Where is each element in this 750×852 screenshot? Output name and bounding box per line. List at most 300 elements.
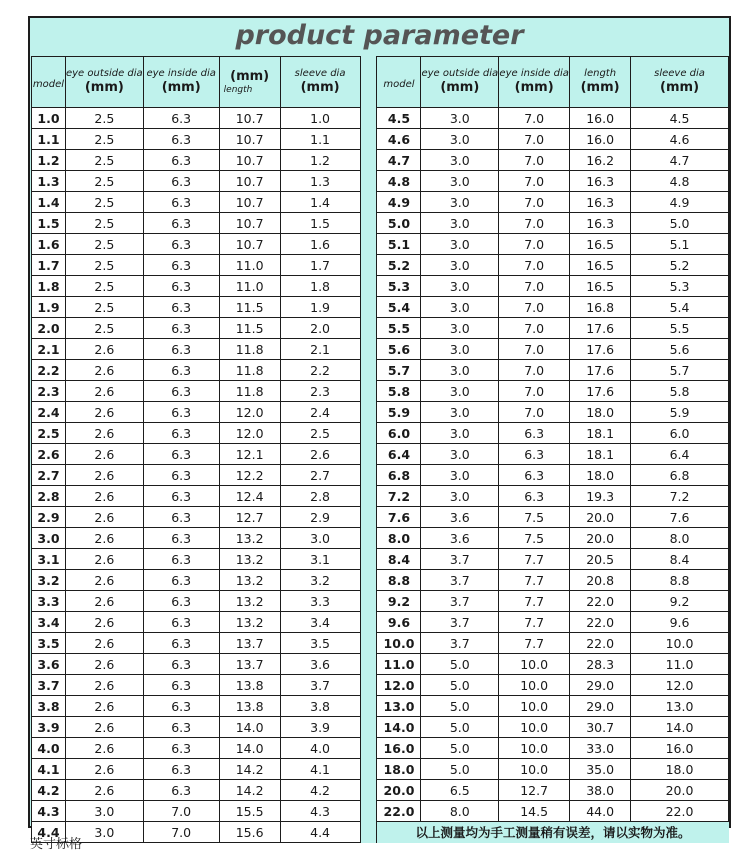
value-cell: 6.3 xyxy=(143,465,219,486)
value-cell: 20.0 xyxy=(631,780,729,801)
value-cell: 6.3 xyxy=(143,528,219,549)
column-separator xyxy=(360,381,377,402)
value-cell: 4.4 xyxy=(280,822,360,843)
value-cell: 1.2 xyxy=(280,150,360,171)
value-cell: 11.5 xyxy=(219,297,280,318)
column-separator xyxy=(360,444,377,465)
model-cell: 5.1 xyxy=(377,234,421,255)
value-cell: 5.1 xyxy=(631,234,729,255)
value-cell: 6.3 xyxy=(143,633,219,654)
value-cell: 6.3 xyxy=(143,129,219,150)
value-cell: 38.0 xyxy=(570,780,631,801)
model-cell: 4.9 xyxy=(377,192,421,213)
value-cell: 5.3 xyxy=(631,276,729,297)
model-cell: 2.0 xyxy=(32,318,66,339)
value-cell: 6.3 xyxy=(143,213,219,234)
value-cell: 4.8 xyxy=(631,171,729,192)
column-separator xyxy=(360,150,377,171)
column-separator xyxy=(360,276,377,297)
column-separator xyxy=(360,213,377,234)
value-cell: 7.0 xyxy=(499,171,570,192)
value-cell: 2.5 xyxy=(65,297,143,318)
value-cell: 3.0 xyxy=(421,339,499,360)
header-model-right: model xyxy=(377,57,421,108)
value-cell: 3.4 xyxy=(280,612,360,633)
value-cell: 1.3 xyxy=(280,171,360,192)
value-cell: 20.0 xyxy=(570,528,631,549)
table-row xyxy=(32,402,729,423)
value-cell: 2.0 xyxy=(280,318,360,339)
value-cell: 6.3 xyxy=(143,423,219,444)
value-cell: 11.0 xyxy=(631,654,729,675)
value-cell: 10.7 xyxy=(219,108,280,129)
value-cell: 6.3 xyxy=(143,192,219,213)
model-cell: 5.7 xyxy=(377,360,421,381)
value-cell: 7.0 xyxy=(499,297,570,318)
column-separator xyxy=(360,108,377,129)
model-cell: 7.2 xyxy=(377,486,421,507)
value-cell: 6.3 xyxy=(143,171,219,192)
value-cell: 6.5 xyxy=(421,780,499,801)
model-cell: 5.2 xyxy=(377,255,421,276)
value-cell: 17.6 xyxy=(570,318,631,339)
value-cell: 13.2 xyxy=(219,570,280,591)
value-cell: 5.9 xyxy=(631,402,729,423)
value-cell: 2.5 xyxy=(65,276,143,297)
value-cell: 10.7 xyxy=(219,234,280,255)
column-separator xyxy=(360,633,377,654)
header-model: model xyxy=(32,57,66,108)
value-cell: 14.0 xyxy=(631,717,729,738)
column-separator xyxy=(360,696,377,717)
model-cell: 3.3 xyxy=(32,591,66,612)
value-cell: 3.6 xyxy=(421,528,499,549)
column-separator xyxy=(360,234,377,255)
header-eye-outside: eye outside dia (mm) xyxy=(65,57,143,108)
value-cell: 5.2 xyxy=(631,255,729,276)
value-cell: 10.7 xyxy=(219,150,280,171)
value-cell: 2.5 xyxy=(65,213,143,234)
value-cell: 3.0 xyxy=(421,129,499,150)
value-cell: 5.0 xyxy=(421,675,499,696)
value-cell: 3.3 xyxy=(280,591,360,612)
value-cell: 2.6 xyxy=(65,549,143,570)
value-cell: 2.5 xyxy=(65,234,143,255)
value-cell: 8.8 xyxy=(631,570,729,591)
table-title: product parameter xyxy=(235,20,524,51)
value-cell: 15.6 xyxy=(219,822,280,843)
value-cell: 2.3 xyxy=(280,381,360,402)
value-cell: 6.3 xyxy=(143,696,219,717)
table-row xyxy=(32,171,729,192)
value-cell: 2.6 xyxy=(65,423,143,444)
value-cell: 5.8 xyxy=(631,381,729,402)
value-cell: 3.1 xyxy=(280,549,360,570)
table-row xyxy=(32,360,729,381)
value-cell: 2.4 xyxy=(280,402,360,423)
column-separator xyxy=(360,780,377,801)
model-cell: 1.8 xyxy=(32,276,66,297)
value-cell: 20.8 xyxy=(570,570,631,591)
value-cell: 10.7 xyxy=(219,129,280,150)
column-separator xyxy=(360,318,377,339)
model-cell: 14.0 xyxy=(377,717,421,738)
value-cell: 7.0 xyxy=(499,213,570,234)
value-cell: 3.0 xyxy=(421,486,499,507)
value-cell: 7.0 xyxy=(499,255,570,276)
table-row xyxy=(32,255,729,276)
value-cell: 3.0 xyxy=(421,444,499,465)
model-cell: 8.0 xyxy=(377,528,421,549)
value-cell: 13.8 xyxy=(219,696,280,717)
value-cell: 6.3 xyxy=(143,759,219,780)
column-separator xyxy=(360,129,377,150)
value-cell: 6.3 xyxy=(143,486,219,507)
value-cell: 13.2 xyxy=(219,612,280,633)
value-cell: 7.7 xyxy=(499,633,570,654)
value-cell: 16.3 xyxy=(570,213,631,234)
value-cell: 2.6 xyxy=(65,381,143,402)
model-cell: 3.0 xyxy=(32,528,66,549)
value-cell: 5.4 xyxy=(631,297,729,318)
value-cell: 11.8 xyxy=(219,360,280,381)
value-cell: 2.8 xyxy=(280,486,360,507)
value-cell: 18.0 xyxy=(570,402,631,423)
column-separator xyxy=(360,549,377,570)
value-cell: 3.0 xyxy=(280,528,360,549)
value-cell: 18.1 xyxy=(570,423,631,444)
header-length: (mm) length xyxy=(219,57,280,108)
table-row xyxy=(32,822,729,843)
column-separator xyxy=(360,465,377,486)
value-cell: 1.5 xyxy=(280,213,360,234)
value-cell: 14.2 xyxy=(219,780,280,801)
model-cell: 4.2 xyxy=(32,780,66,801)
value-cell: 17.6 xyxy=(570,339,631,360)
table-row xyxy=(32,381,729,402)
value-cell: 13.8 xyxy=(219,675,280,696)
table-row xyxy=(32,339,729,360)
header-eye-inside-right: eye inside dia (mm) xyxy=(499,57,570,108)
header-length-right: length (mm) xyxy=(570,57,631,108)
value-cell: 7.0 xyxy=(499,402,570,423)
value-cell: 3.0 xyxy=(421,108,499,129)
table-row xyxy=(32,276,729,297)
value-cell: 3.7 xyxy=(421,549,499,570)
model-cell: 5.4 xyxy=(377,297,421,318)
value-cell: 12.0 xyxy=(219,423,280,444)
value-cell: 1.7 xyxy=(280,255,360,276)
value-cell: 5.5 xyxy=(631,318,729,339)
model-cell: 3.1 xyxy=(32,549,66,570)
value-cell: 11.5 xyxy=(219,318,280,339)
header-eye-outside-right: eye outside dia (mm) xyxy=(421,57,499,108)
value-cell: 44.0 xyxy=(570,801,631,822)
value-cell: 13.2 xyxy=(219,549,280,570)
value-cell: 6.3 xyxy=(143,780,219,801)
value-cell: 4.1 xyxy=(280,759,360,780)
value-cell: 28.3 xyxy=(570,654,631,675)
value-cell: 2.6 xyxy=(65,612,143,633)
value-cell: 7.0 xyxy=(499,318,570,339)
table-row xyxy=(32,612,729,633)
value-cell: 2.6 xyxy=(65,780,143,801)
value-cell: 10.0 xyxy=(499,738,570,759)
column-separator xyxy=(360,255,377,276)
value-cell: 16.0 xyxy=(631,738,729,759)
value-cell: 16.2 xyxy=(570,150,631,171)
model-cell: 2.8 xyxy=(32,486,66,507)
value-cell: 8.0 xyxy=(421,801,499,822)
model-cell: 5.8 xyxy=(377,381,421,402)
value-cell: 3.0 xyxy=(421,381,499,402)
value-cell: 7.6 xyxy=(631,507,729,528)
value-cell: 4.6 xyxy=(631,129,729,150)
value-cell: 2.5 xyxy=(65,318,143,339)
value-cell: 5.0 xyxy=(421,696,499,717)
table-row xyxy=(32,192,729,213)
value-cell: 10.7 xyxy=(219,213,280,234)
value-cell: 2.6 xyxy=(65,528,143,549)
model-cell: 4.3 xyxy=(32,801,66,822)
value-cell: 6.3 xyxy=(143,444,219,465)
model-cell: 20.0 xyxy=(377,780,421,801)
value-cell: 2.2 xyxy=(280,360,360,381)
value-cell: 6.3 xyxy=(143,339,219,360)
model-cell: 6.8 xyxy=(377,465,421,486)
header-sleeve: sleeve dia (mm) xyxy=(280,57,360,108)
value-cell: 6.8 xyxy=(631,465,729,486)
value-cell: 7.0 xyxy=(499,192,570,213)
value-cell: 2.6 xyxy=(65,717,143,738)
value-cell: 33.0 xyxy=(570,738,631,759)
value-cell: 4.9 xyxy=(631,192,729,213)
value-cell: 10.0 xyxy=(631,633,729,654)
value-cell: 1.4 xyxy=(280,192,360,213)
model-cell: 2.7 xyxy=(32,465,66,486)
value-cell: 12.7 xyxy=(219,507,280,528)
value-cell: 29.0 xyxy=(570,675,631,696)
value-cell: 14.0 xyxy=(219,717,280,738)
value-cell: 7.7 xyxy=(499,549,570,570)
value-cell: 2.6 xyxy=(65,738,143,759)
table-row xyxy=(32,486,729,507)
table-row xyxy=(32,507,729,528)
model-cell: 2.3 xyxy=(32,381,66,402)
table-row xyxy=(32,570,729,591)
value-cell: 6.3 xyxy=(499,465,570,486)
value-cell: 16.3 xyxy=(570,192,631,213)
value-cell: 2.6 xyxy=(65,486,143,507)
value-cell: 14.0 xyxy=(219,738,280,759)
model-cell: 18.0 xyxy=(377,759,421,780)
value-cell: 22.0 xyxy=(570,612,631,633)
value-cell: 2.6 xyxy=(280,444,360,465)
value-cell: 2.6 xyxy=(65,591,143,612)
header-eye-inside: eye inside dia (mm) xyxy=(143,57,219,108)
value-cell: 1.1 xyxy=(280,129,360,150)
value-cell: 13.2 xyxy=(219,528,280,549)
value-cell: 3.0 xyxy=(421,171,499,192)
value-cell: 2.6 xyxy=(65,570,143,591)
column-separator xyxy=(360,192,377,213)
model-cell: 4.7 xyxy=(377,150,421,171)
table-row xyxy=(32,465,729,486)
value-cell: 13.2 xyxy=(219,591,280,612)
model-cell: 13.0 xyxy=(377,696,421,717)
value-cell: 13.7 xyxy=(219,633,280,654)
table-row xyxy=(32,801,729,822)
header-sleeve-right: sleeve dia (mm) xyxy=(631,57,729,108)
value-cell: 17.6 xyxy=(570,360,631,381)
column-separator xyxy=(360,339,377,360)
model-cell: 2.2 xyxy=(32,360,66,381)
value-cell: 6.3 xyxy=(143,318,219,339)
model-cell: 3.4 xyxy=(32,612,66,633)
value-cell: 11.8 xyxy=(219,339,280,360)
value-cell: 8.0 xyxy=(631,528,729,549)
column-separator xyxy=(360,402,377,423)
value-cell: 6.3 xyxy=(143,717,219,738)
value-cell: 10.0 xyxy=(499,696,570,717)
value-cell: 18.0 xyxy=(570,465,631,486)
column-separator xyxy=(360,57,377,108)
value-cell: 7.5 xyxy=(499,528,570,549)
value-cell: 9.6 xyxy=(631,612,729,633)
value-cell: 3.0 xyxy=(421,150,499,171)
model-cell: 1.9 xyxy=(32,297,66,318)
value-cell: 4.2 xyxy=(280,780,360,801)
value-cell: 29.0 xyxy=(570,696,631,717)
value-cell: 2.5 xyxy=(65,129,143,150)
value-cell: 3.7 xyxy=(421,570,499,591)
value-cell: 16.5 xyxy=(570,255,631,276)
value-cell: 3.0 xyxy=(421,255,499,276)
value-cell: 2.5 xyxy=(65,171,143,192)
value-cell: 6.3 xyxy=(143,612,219,633)
table-row xyxy=(32,234,729,255)
model-cell: 6.0 xyxy=(377,423,421,444)
table-row xyxy=(32,318,729,339)
value-cell: 3.7 xyxy=(421,591,499,612)
value-cell: 6.3 xyxy=(143,591,219,612)
value-cell: 6.3 xyxy=(143,654,219,675)
table-row xyxy=(32,150,729,171)
value-cell: 2.6 xyxy=(65,339,143,360)
value-cell: 4.3 xyxy=(280,801,360,822)
model-cell: 3.2 xyxy=(32,570,66,591)
model-cell: 1.6 xyxy=(32,234,66,255)
table-row xyxy=(32,297,729,318)
value-cell: 2.5 xyxy=(65,255,143,276)
model-cell: 1.7 xyxy=(32,255,66,276)
column-separator xyxy=(360,675,377,696)
column-separator xyxy=(360,528,377,549)
model-cell: 5.0 xyxy=(377,213,421,234)
value-cell: 6.3 xyxy=(499,444,570,465)
value-cell: 10.7 xyxy=(219,171,280,192)
table-row xyxy=(32,696,729,717)
value-cell: 12.0 xyxy=(631,675,729,696)
value-cell: 3.7 xyxy=(280,675,360,696)
model-cell: 4.0 xyxy=(32,738,66,759)
model-cell: 2.5 xyxy=(32,423,66,444)
model-cell: 2.4 xyxy=(32,402,66,423)
value-cell: 2.5 xyxy=(65,108,143,129)
value-cell: 2.6 xyxy=(65,402,143,423)
value-cell: 7.5 xyxy=(499,507,570,528)
value-cell: 16.0 xyxy=(570,108,631,129)
value-cell: 5.0 xyxy=(421,717,499,738)
value-cell: 2.6 xyxy=(65,360,143,381)
table-row xyxy=(32,129,729,150)
value-cell: 8.4 xyxy=(631,549,729,570)
column-separator xyxy=(360,360,377,381)
model-cell: 1.5 xyxy=(32,213,66,234)
model-cell: 4.1 xyxy=(32,759,66,780)
value-cell: 2.5 xyxy=(65,192,143,213)
value-cell: 3.0 xyxy=(421,465,499,486)
column-separator xyxy=(360,738,377,759)
column-separator xyxy=(360,717,377,738)
value-cell: 18.0 xyxy=(631,759,729,780)
value-cell: 16.5 xyxy=(570,276,631,297)
value-cell: 10.7 xyxy=(219,192,280,213)
table-row xyxy=(32,444,729,465)
model-cell: 4.8 xyxy=(377,171,421,192)
table-row xyxy=(32,528,729,549)
model-cell: 1.3 xyxy=(32,171,66,192)
table-row xyxy=(32,213,729,234)
value-cell: 7.0 xyxy=(499,360,570,381)
value-cell: 3.0 xyxy=(421,360,499,381)
column-separator xyxy=(360,654,377,675)
value-cell: 7.0 xyxy=(499,234,570,255)
value-cell: 11.0 xyxy=(219,276,280,297)
value-cell: 6.3 xyxy=(499,423,570,444)
value-cell: 3.0 xyxy=(65,822,143,843)
column-separator xyxy=(360,801,377,822)
column-separator xyxy=(360,822,377,843)
value-cell: 1.8 xyxy=(280,276,360,297)
model-cell: 16.0 xyxy=(377,738,421,759)
value-cell: 2.5 xyxy=(280,423,360,444)
value-cell: 6.3 xyxy=(143,150,219,171)
value-cell: 6.3 xyxy=(143,507,219,528)
model-cell: 5.6 xyxy=(377,339,421,360)
model-cell: 4.4 xyxy=(32,822,66,843)
value-cell: 6.3 xyxy=(143,570,219,591)
value-cell: 16.8 xyxy=(570,297,631,318)
model-cell: 6.4 xyxy=(377,444,421,465)
column-separator xyxy=(360,591,377,612)
value-cell: 4.5 xyxy=(631,108,729,129)
value-cell: 4.7 xyxy=(631,150,729,171)
model-cell: 1.2 xyxy=(32,150,66,171)
value-cell: 9.2 xyxy=(631,591,729,612)
value-cell: 17.6 xyxy=(570,381,631,402)
value-cell: 7.0 xyxy=(499,108,570,129)
value-cell: 7.0 xyxy=(499,381,570,402)
value-cell: 13.7 xyxy=(219,654,280,675)
value-cell: 10.0 xyxy=(499,717,570,738)
model-cell: 4.5 xyxy=(377,108,421,129)
value-cell: 6.3 xyxy=(143,276,219,297)
value-cell: 7.0 xyxy=(499,276,570,297)
value-cell: 14.2 xyxy=(219,759,280,780)
value-cell: 3.0 xyxy=(421,192,499,213)
model-cell: 3.7 xyxy=(32,675,66,696)
